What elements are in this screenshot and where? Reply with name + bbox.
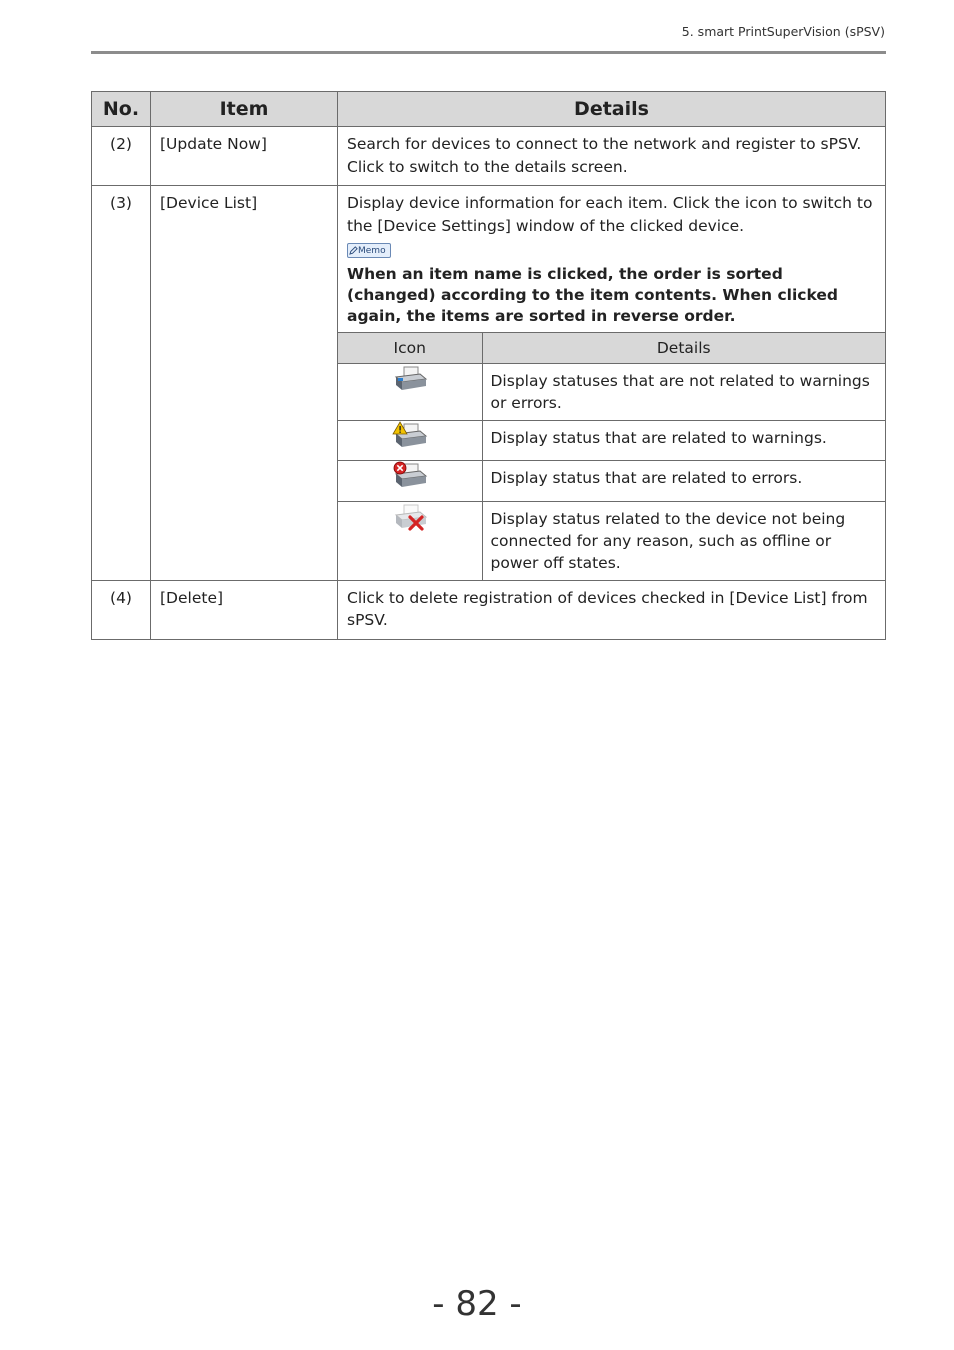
section-header: 5. smart PrintSuperVision (sPSV) [681,24,885,39]
icon-description: Display statuses that are not related to warnings or errors. [482,363,885,420]
items-table [91,91,886,640]
printer-normal-icon [392,364,428,394]
table-row [92,127,886,186]
row-details: Click to delete registration of devices checked in [Device List] from sPSV. [338,580,886,639]
printer-warning-icon [392,421,428,451]
table-row [338,420,885,460]
column-header-item: Item [151,92,338,127]
printer-offline-icon [392,502,428,532]
table-header-row [92,92,886,127]
icon-table-header-row [338,332,885,363]
column-header-details: Details [338,92,886,127]
icon-description: Display status that are related to errors. [482,460,885,501]
row-item: [Delete] [151,580,338,639]
table-row [338,460,885,501]
icon-description: Display status that are related to warnings. [482,420,885,460]
table-row [338,501,885,580]
row-number: (4) [92,580,151,639]
table-row [338,363,885,420]
pencil-icon [349,246,358,255]
table-row [92,580,886,639]
device-list-description: Display device information for each item. Click the icon to switch to the [Device Settings] window of the clicked device. [347,194,873,235]
row-item: [Device List] [151,186,338,581]
memo-note: When an item name is clicked, the order is sorted (changed) according to the item contents. When clicked again, the items are sorted in reverse order. [347,264,838,325]
printer-error-icon [392,461,428,491]
row-details [338,186,886,581]
row-number: (3) [92,186,151,581]
icon-description: Display status related to the device not being connected for any reason, such as offline or power off states. [482,501,885,580]
memo-badge [347,243,391,258]
row-details: Search for devices to connect to the network and register to sPSV. Click to switch to the details screen. [338,127,886,186]
header-divider [91,51,886,54]
icon-details-column-header: Details [482,332,885,363]
row-number: (2) [92,127,151,186]
icon-column-header: Icon [338,332,482,363]
icon-table [338,332,885,580]
table-row [92,186,886,581]
row-item: [Update Now] [151,127,338,186]
column-header-no: No. [92,92,151,127]
memo-label: Memo [358,246,386,256]
page-number: - 82 - [432,1284,522,1324]
